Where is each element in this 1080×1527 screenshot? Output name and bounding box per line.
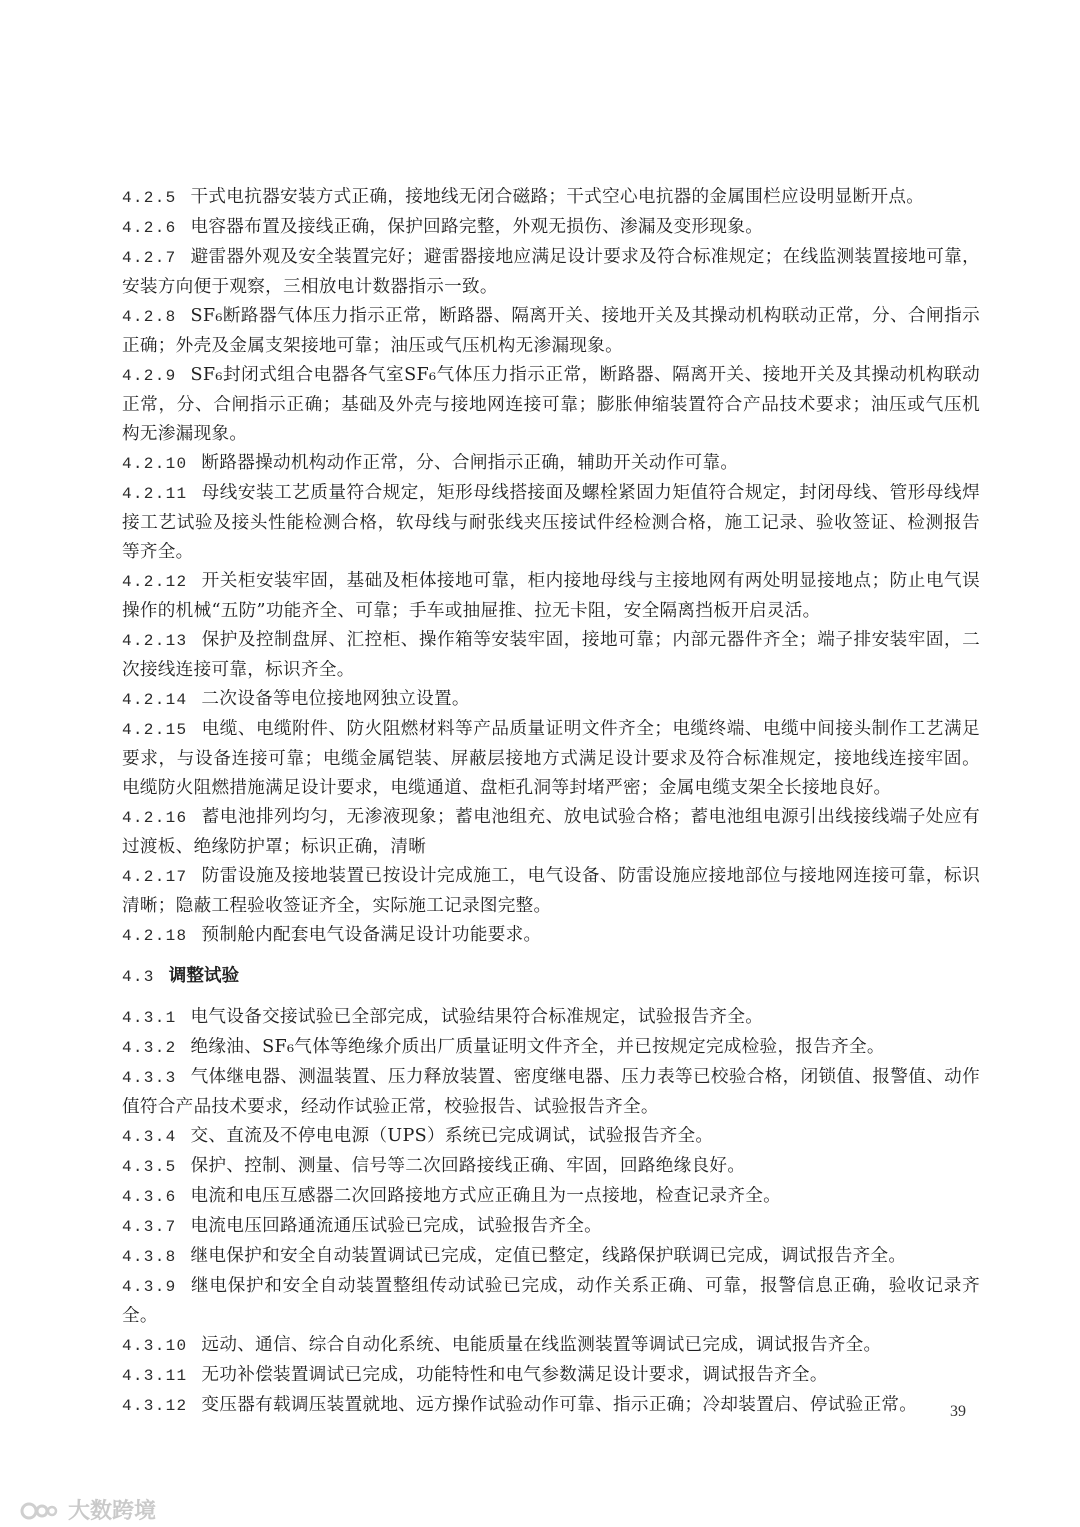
clause-paragraph xyxy=(122,302,980,361)
clause-number: 4.2.15 xyxy=(122,721,188,739)
clause-paragraph xyxy=(122,1003,980,1033)
clause-paragraph xyxy=(122,1331,980,1361)
clause-paragraph xyxy=(122,567,980,626)
clause-number: 4.2.14 xyxy=(122,691,188,709)
clause-paragraph xyxy=(122,449,980,479)
clause-number: 4.3.5 xyxy=(122,1158,177,1176)
clause-paragraph xyxy=(122,1063,980,1122)
clause-number: 4.3.7 xyxy=(122,1218,177,1236)
clause-paragraph xyxy=(122,803,980,862)
clause-number: 4.3.2 xyxy=(122,1039,177,1057)
watermark-logo-icon xyxy=(20,1498,60,1522)
clause-text: 电流电压回路通流通压试验已完成，试验报告齐全。 xyxy=(190,1216,603,1236)
clause-text: 预制舱内配套电气设备满足设计功能要求。 xyxy=(201,925,542,945)
clause-number: 4.3.10 xyxy=(122,1337,188,1355)
clause-text: 开关柜安装牢固，基础及柜体接地可靠，柜内接地母线与主接地网有两处明显接地点；防止电气误操作的机械“五防”功能齐全、可靠；手车或抽屉推、拉无卡阻，安全隔离挡板开启灵活。 xyxy=(122,571,980,621)
clause-number: 4.2.13 xyxy=(122,632,188,650)
clause-paragraph xyxy=(122,1361,980,1391)
clause-number: 4.2.7 xyxy=(122,249,177,267)
clause-number: 4.2.17 xyxy=(122,868,188,886)
clause-paragraph xyxy=(122,243,980,302)
clause-text: 远动、通信、综合自动化系统、电能质量在线监测装置等调试已完成，调试报告齐全。 xyxy=(201,1335,882,1355)
watermark xyxy=(20,1494,156,1525)
clause-text: 母线安装工艺质量符合规定，矩形母线搭接面及螺栓紧固力矩值符合规定，封闭母线、管形母线焊接工艺试验及接头性能检测合格，软母线与耐张线夹压接试件经检测合格，施工记录、验收签证、检测报告等齐全。 xyxy=(122,483,980,562)
clause-text: 电流和电压互感器二次回路接地方式应正确且为一点接地，检查记录齐全。 xyxy=(190,1186,782,1206)
clause-text: 电缆、电缆附件、防火阻燃材料等产品质量证明文件齐全；电缆终端、电缆中间接头制作工艺满足要求，与设备连接可靠；电缆金属铠装、屏蔽层接地方式满足设计要求及符合标准规定，接地线连接牢固。电缆防火阻燃措施满足设计要求，电缆通道、盘柜孔洞等封堵严密；金属电缆支架全长接地良好。 xyxy=(122,719,980,798)
clause-text: SF₆封闭式组合电器各气室SF₆气体压力指示正常，断路器、隔离开关、接地开关及其操动机构联动正常，分、合闸指示正确；基础及外壳与接地网连接可靠；膨胀伸缩装置符合产品技术要求；油压或气压机构无渗漏现象。 xyxy=(122,365,980,444)
clause-text: 绝缘油、SF₆气体等绝缘介质出厂质量证明文件齐全，并已按规定完成检验，报告齐全。 xyxy=(190,1037,885,1057)
document-page xyxy=(122,183,980,1421)
section-4-2-paragraphs xyxy=(122,183,980,951)
clause-paragraph xyxy=(122,1391,980,1421)
clause-paragraph xyxy=(122,1272,980,1331)
clause-text: 交、直流及不停电电源（UPS）系统已完成调试，试验报告齐全。 xyxy=(190,1126,714,1146)
clause-paragraph xyxy=(122,1242,980,1272)
clause-paragraph xyxy=(122,921,980,951)
clause-text: 防雷设施及接地装置已按设计完成施工，电气设备、防雷设施应接地部位与接地网连接可靠，标识清晰；隐蔽工程验收签证齐全，实际施工记录图完整。 xyxy=(122,866,980,916)
clause-paragraph xyxy=(122,213,980,243)
clause-text: 干式电抗器安装方式正确，接地线无闭合磁路；干式空心电抗器的金属围栏应设明显断开点。 xyxy=(190,187,925,207)
clause-text: 二次设备等电位接地网独立设置。 xyxy=(201,689,470,709)
clause-text: 继电保护和安全自动装置整组传动试验已完成，动作关系正确、可靠，报警信息正确，验收记录齐全。 xyxy=(122,1276,980,1326)
clause-number: 4.3.1 xyxy=(122,1009,177,1027)
clause-paragraph xyxy=(122,1152,980,1182)
clause-paragraph xyxy=(122,862,980,921)
clause-text: 电气设备交接试验已全部完成，试验结果符合标准规定，试验报告齐全。 xyxy=(190,1007,764,1027)
clause-number: 4.3.12 xyxy=(122,1397,188,1415)
clause-text: 蓄电池排列均匀，无渗液现象；蓄电池组充、放电试验合格；蓄电池组电源引出线接线端子处应有过渡板、绝缘防护罩；标识正确，清晰 xyxy=(122,807,980,857)
clause-number: 4.2.9 xyxy=(122,367,177,385)
clause-number: 4.2.6 xyxy=(122,219,177,237)
clause-text: 保护、控制、测量、信号等二次回路接线正确、牢固，回路绝缘良好。 xyxy=(190,1156,746,1176)
page-number: 39 xyxy=(950,1403,966,1420)
clause-text: 变压器有载调压装置就地、远方操作试验动作可靠、指示正确；冷却装置启、停试验正常。 xyxy=(201,1395,918,1415)
clause-paragraph xyxy=(122,1212,980,1242)
clause-paragraph xyxy=(122,183,980,213)
clause-number: 4.2.10 xyxy=(122,455,188,473)
clause-number: 4.3.6 xyxy=(122,1188,177,1206)
clause-number: 4.3.11 xyxy=(122,1367,188,1385)
clause-paragraph xyxy=(122,479,980,567)
clause-number: 4.3.8 xyxy=(122,1248,177,1266)
clause-text: 保护及控制盘屏、汇控柜、操作箱等安装牢固，接地可靠；内部元器件齐全；端子排安装牢固，二次接线连接可靠，标识齐全。 xyxy=(122,630,980,680)
clause-number: 4.2.8 xyxy=(122,308,177,326)
clause-number: 4.3.9 xyxy=(122,1278,177,1296)
section-4-3-paragraphs xyxy=(122,1003,980,1421)
section-heading xyxy=(122,962,980,992)
clause-text: 无功补偿装置调试已完成，功能特性和电气参数满足设计要求，调试报告齐全。 xyxy=(201,1365,828,1385)
clause-number: 4.2.11 xyxy=(122,485,188,503)
clause-paragraph xyxy=(122,626,980,685)
clause-number: 4.3.4 xyxy=(122,1128,177,1146)
section-number: 4.3 xyxy=(122,968,155,986)
clause-number: 4.2.18 xyxy=(122,927,188,945)
clause-text: SF₆断路器气体压力指示正常，断路器、隔离开关、接地开关及其操动机构联动正常，分、合闸指示正确；外壳及金属支架接地可靠；油压或气压机构无渗漏现象。 xyxy=(122,306,980,356)
clause-number: 4.2.16 xyxy=(122,809,188,827)
clause-paragraph xyxy=(122,1033,980,1063)
clause-text: 继电保护和安全自动装置调试已完成，定值已整定，线路保护联调已完成，调试报告齐全。 xyxy=(190,1246,907,1266)
watermark-text: 大数跨境 xyxy=(68,1499,157,1524)
clause-paragraph xyxy=(122,1122,980,1152)
clause-paragraph xyxy=(122,685,980,715)
clause-paragraph xyxy=(122,361,980,449)
clause-paragraph xyxy=(122,715,980,803)
section-title: 调整试验 xyxy=(168,966,240,986)
clause-text: 断路器操动机构动作正常，分、合闸指示正确，辅助开关动作可靠。 xyxy=(201,453,739,473)
clause-text: 气体继电器、测温装置、压力释放装置、密度继电器、压力表等已校验合格，闭锁值、报警值、动作值符合产品技术要求，经动作试验正常，校验报告、试验报告齐全。 xyxy=(122,1067,980,1117)
clause-number: 4.3.3 xyxy=(122,1069,177,1087)
clause-number: 4.2.5 xyxy=(122,189,177,207)
clause-text: 电容器布置及接线正确，保护回路完整，外观无损伤、渗漏及变形现象。 xyxy=(190,217,764,237)
clause-paragraph xyxy=(122,1182,980,1212)
clause-text: 避雷器外观及安全装置完好；避雷器接地应满足设计要求及符合标准规定；在线监测装置接地可靠，安装方向便于观察，三相放电计数器指示一致。 xyxy=(122,247,980,297)
clause-number: 4.2.12 xyxy=(122,573,188,591)
